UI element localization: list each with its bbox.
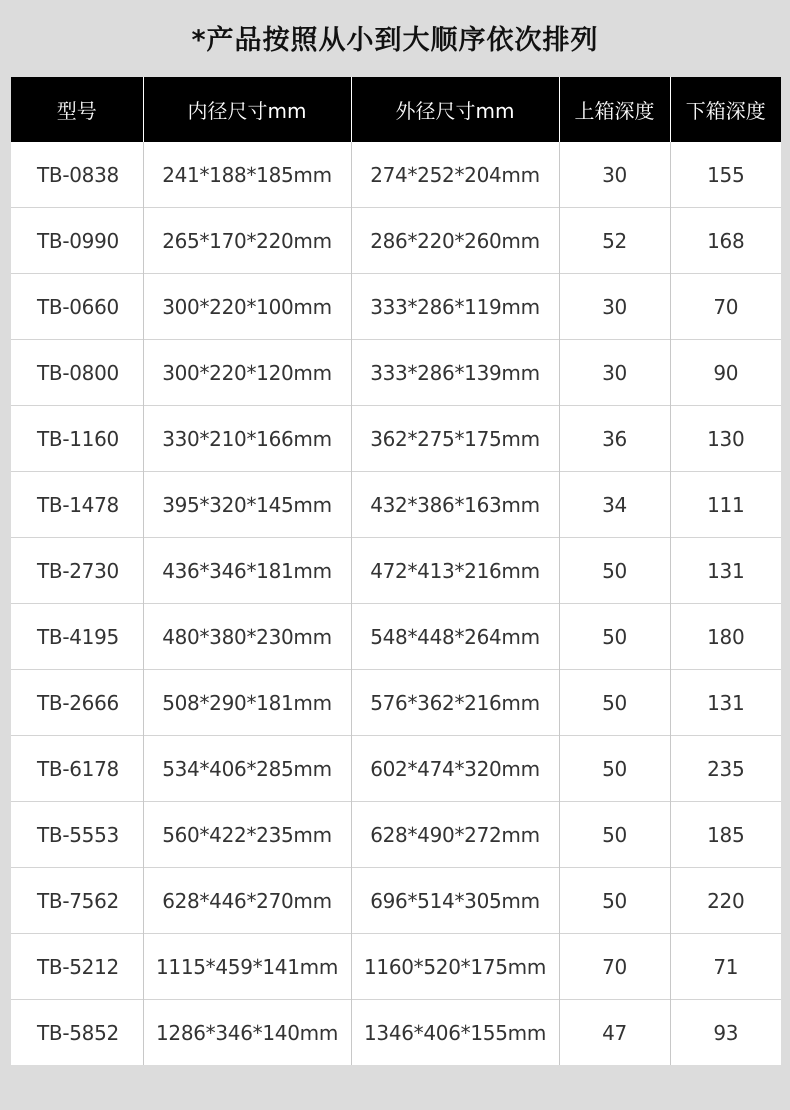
cell-upper-depth: 50 bbox=[559, 670, 670, 736]
cell-outer-size: 628*490*272mm bbox=[351, 802, 559, 868]
cell-upper-depth: 52 bbox=[559, 208, 670, 274]
cell-lower-depth: 70 bbox=[670, 274, 781, 340]
cell-inner-size: 395*320*145mm bbox=[143, 472, 351, 538]
table-row bbox=[11, 1000, 781, 1066]
cell-upper-depth: 50 bbox=[559, 604, 670, 670]
table-row bbox=[11, 142, 781, 208]
cell-outer-size: 472*413*216mm bbox=[351, 538, 559, 604]
cell-outer-size: 602*474*320mm bbox=[351, 736, 559, 802]
cell-outer-size: 274*252*204mm bbox=[351, 142, 559, 208]
cell-outer-size: 362*275*175mm bbox=[351, 406, 559, 472]
table-row bbox=[11, 274, 781, 340]
cell-model: TB-5852 bbox=[11, 1000, 143, 1066]
cell-inner-size: 241*188*185mm bbox=[143, 142, 351, 208]
cell-inner-size: 508*290*181mm bbox=[143, 670, 351, 736]
cell-lower-depth: 111 bbox=[670, 472, 781, 538]
cell-upper-depth: 36 bbox=[559, 406, 670, 472]
table-row bbox=[11, 802, 781, 868]
cell-outer-size: 1346*406*155mm bbox=[351, 1000, 559, 1066]
cell-lower-depth: 235 bbox=[670, 736, 781, 802]
cell-inner-size: 300*220*100mm bbox=[143, 274, 351, 340]
cell-inner-size: 436*346*181mm bbox=[143, 538, 351, 604]
header-inner-size: 内径尺寸mm bbox=[143, 77, 351, 142]
cell-model: TB-2666 bbox=[11, 670, 143, 736]
cell-upper-depth: 50 bbox=[559, 736, 670, 802]
cell-lower-depth: 90 bbox=[670, 340, 781, 406]
page-title: *产品按照从小到大顺序依次排列 bbox=[191, 25, 599, 56]
cell-model: TB-1478 bbox=[11, 472, 143, 538]
table-row bbox=[11, 604, 781, 670]
cell-model: TB-5553 bbox=[11, 802, 143, 868]
cell-model: TB-6178 bbox=[11, 736, 143, 802]
cell-outer-size: 333*286*139mm bbox=[351, 340, 559, 406]
cell-inner-size: 1286*346*140mm bbox=[143, 1000, 351, 1066]
header-row bbox=[11, 77, 781, 142]
table-row bbox=[11, 538, 781, 604]
cell-outer-size: 1160*520*175mm bbox=[351, 934, 559, 1000]
cell-upper-depth: 70 bbox=[559, 934, 670, 1000]
cell-outer-size: 432*386*163mm bbox=[351, 472, 559, 538]
header-upper-depth: 上箱深度 bbox=[559, 77, 670, 142]
cell-outer-size: 333*286*119mm bbox=[351, 274, 559, 340]
cell-model: TB-7562 bbox=[11, 868, 143, 934]
cell-inner-size: 1115*459*141mm bbox=[143, 934, 351, 1000]
table-row bbox=[11, 670, 781, 736]
header-lower-depth: 下箱深度 bbox=[670, 77, 781, 142]
cell-outer-size: 696*514*305mm bbox=[351, 868, 559, 934]
table-row bbox=[11, 208, 781, 274]
cell-upper-depth: 50 bbox=[559, 538, 670, 604]
cell-lower-depth: 180 bbox=[670, 604, 781, 670]
cell-lower-depth: 93 bbox=[670, 1000, 781, 1066]
header-outer-size: 外径尺寸mm bbox=[351, 77, 559, 142]
cell-inner-size: 560*422*235mm bbox=[143, 802, 351, 868]
cell-lower-depth: 71 bbox=[670, 934, 781, 1000]
cell-upper-depth: 34 bbox=[559, 472, 670, 538]
cell-lower-depth: 168 bbox=[670, 208, 781, 274]
table-row bbox=[11, 472, 781, 538]
cell-upper-depth: 30 bbox=[559, 340, 670, 406]
cell-outer-size: 576*362*216mm bbox=[351, 670, 559, 736]
cell-outer-size: 548*448*264mm bbox=[351, 604, 559, 670]
cell-model: TB-0990 bbox=[11, 208, 143, 274]
cell-lower-depth: 131 bbox=[670, 670, 781, 736]
cell-model: TB-4195 bbox=[11, 604, 143, 670]
cell-lower-depth: 155 bbox=[707, 162, 745, 187]
cell-model: TB-5212 bbox=[11, 934, 143, 1000]
cell-inner-size: 300*220*120mm bbox=[143, 340, 351, 406]
cell-model: TB-0800 bbox=[11, 340, 143, 406]
table-row bbox=[11, 406, 781, 472]
cell-upper-depth: 30 bbox=[559, 142, 670, 208]
cell-inner-size: 265*170*220mm bbox=[143, 208, 351, 274]
cell-model: TB-1160 bbox=[11, 406, 143, 472]
cell-upper-depth: 50 bbox=[559, 802, 670, 868]
cell-model: TB-0660 bbox=[11, 274, 143, 340]
cell-inner-size: 534*406*285mm bbox=[143, 736, 351, 802]
cell-lower-depth: 185 bbox=[670, 802, 781, 868]
cell-lower-depth: 130 bbox=[670, 406, 781, 472]
table-row bbox=[11, 934, 781, 1000]
cell-upper-depth: 30 bbox=[559, 274, 670, 340]
spec-table bbox=[11, 77, 781, 1065]
table-row bbox=[11, 340, 781, 406]
cell-upper-depth: 50 bbox=[559, 868, 670, 934]
cell-model: TB-0838 bbox=[11, 142, 143, 208]
cell-lower-depth: 131 bbox=[670, 538, 781, 604]
table-row bbox=[11, 736, 781, 802]
cell-inner-size: 480*380*230mm bbox=[143, 604, 351, 670]
header-model: 型号 bbox=[11, 77, 143, 142]
cell-upper-depth: 47 bbox=[559, 1000, 670, 1066]
cell-model: TB-2730 bbox=[11, 538, 143, 604]
cell-lower-depth: 220 bbox=[670, 868, 781, 934]
cell-inner-size: 628*446*270mm bbox=[143, 868, 351, 934]
cell-outer-size: 286*220*260mm bbox=[351, 208, 559, 274]
cell-inner-size: 330*210*166mm bbox=[143, 406, 351, 472]
table-row bbox=[11, 868, 781, 934]
